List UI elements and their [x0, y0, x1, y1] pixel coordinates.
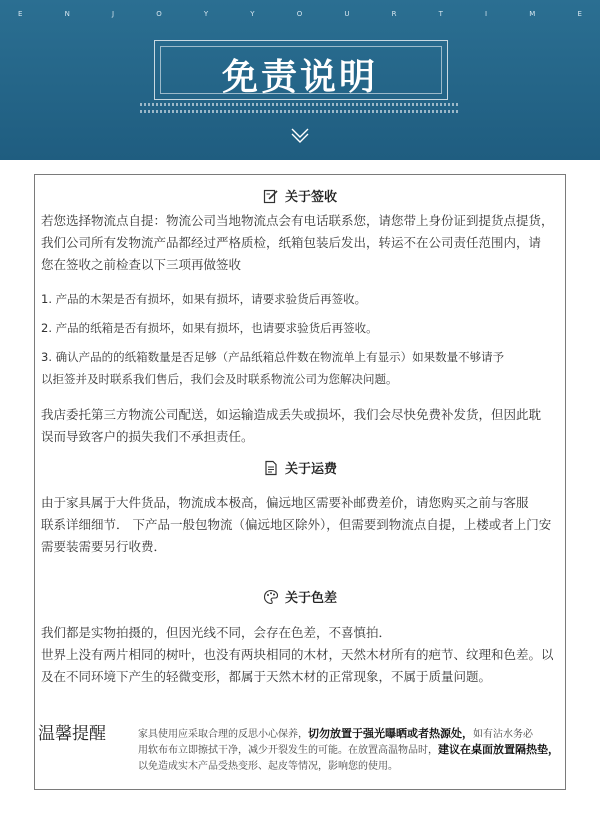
tagline-letter: N: [64, 10, 70, 18]
list-item: [41, 346, 561, 390]
page-title: 免责说明: [221, 57, 378, 98]
warm-reminder-title: 温馨提醒: [38, 724, 106, 744]
tagline-letter: M: [529, 10, 536, 18]
tagline-letter: E: [18, 10, 23, 18]
warm-reminder-line: [138, 741, 559, 757]
text-emphasis: 切勿放置于强光曝晒或者热源处，: [308, 727, 473, 740]
text-line: 3. 确认产品的的纸箱数量是否足够（产品纸箱总件数在物流单上有显示）如果数量不够请予: [41, 350, 505, 364]
text-line: 由于家具属于大件货品，物流成本极高，偏远地区需要补邮费差价，请您购买之前与客服: [41, 495, 529, 510]
tagline-letter: I: [485, 10, 488, 18]
tagline-letter: R: [391, 10, 397, 18]
edit-icon: [263, 188, 279, 204]
tagline-letter: Y: [250, 10, 255, 18]
tagline-letter: J: [111, 10, 115, 18]
sign-intro: [41, 210, 561, 276]
sign-note: [41, 404, 561, 448]
section-heading-shipping: [0, 458, 600, 477]
chevron-down-icon: [289, 124, 311, 146]
text-line: 需要装需要另行收费．: [41, 539, 167, 554]
section-heading-color: [0, 587, 600, 606]
text-line: 我们都是实物拍摄的，但因光线不同，会存在色差，不喜慎拍．: [41, 625, 392, 640]
section-heading-sign: [0, 186, 600, 205]
section-title: 关于运费: [284, 462, 337, 477]
color-text: [41, 622, 561, 688]
tagline-letter: O: [156, 10, 162, 18]
header-banner: [0, 0, 600, 160]
text-line: 若您选择物流点自提：物流公司当地物流点会有电话联系您，请您带上身份证到提货点提货，: [41, 213, 554, 228]
tagline: [0, 10, 600, 18]
text-line: 世界上没有两片相同的树叶，也没有两块相同的木材，天然木材所有的疤节、纹理和色差。以: [41, 647, 554, 662]
text-segment: 家具使用应采取合理的反思小心保养，: [138, 729, 308, 740]
text-segment: 如有沾水务必: [473, 729, 533, 740]
text-line: 以拒签并及时联系我们售后，我们会及时联系物流公司为您解决问题。: [41, 372, 398, 386]
text-segment: 用软布布立即擦拭干净，减少开裂发生的可能。在放置高温物品时，: [138, 745, 438, 756]
list-item: 2. 产品的纸箱是否有损坏，如果有损坏，也请要求验货后再签收。: [41, 321, 378, 335]
tagline-letter: Y: [203, 10, 209, 18]
tagline-letter: O: [296, 10, 303, 18]
section-title: 关于签收: [284, 190, 337, 205]
tagline-letter: T: [438, 10, 443, 18]
text-line: 误而导致客户的损失我们不承担责任。: [41, 429, 254, 444]
section-title: 关于色差: [284, 591, 337, 606]
tagline-letter: E: [577, 10, 582, 18]
shipping-text: [41, 492, 561, 558]
warm-reminder-line: 以免造成实木产品受热变形、起皮等情况，影响您的使用。: [138, 761, 398, 772]
document-icon: [263, 460, 279, 476]
warm-reminder-line: [138, 725, 533, 741]
text-line: 您在签收之前检查以下三项再做签收: [41, 257, 242, 272]
text-line: 我们公司所有发物流产品都经过严格质检，纸箱包装后发出，转运不在公司责任范围内，请: [41, 235, 542, 250]
text-line: 及在不同环境下产生的轻微变形，都属于天然木材的正常现象，不属于质量问题。: [41, 669, 492, 684]
tagline-letter: U: [344, 10, 350, 18]
text-line: 我店委托第三方物流公司配送，如运输造成丢失或损坏，我们会尽快免费补发货，但因此耽: [41, 407, 542, 422]
decorative-text-line: [140, 103, 460, 106]
list-item: 1. 产品的木架是否有损坏，如果有损坏，请要求验货后再签收。: [41, 292, 367, 306]
palette-icon: [263, 589, 279, 605]
text-emphasis: 建议在桌面放置隔热垫，: [438, 743, 559, 756]
text-line: 联系详细细节． 下产品一般包物流（偏远地区除外），但需要到物流点自提，上楼或者上门安: [41, 517, 552, 532]
decorative-text-line: [140, 110, 460, 113]
